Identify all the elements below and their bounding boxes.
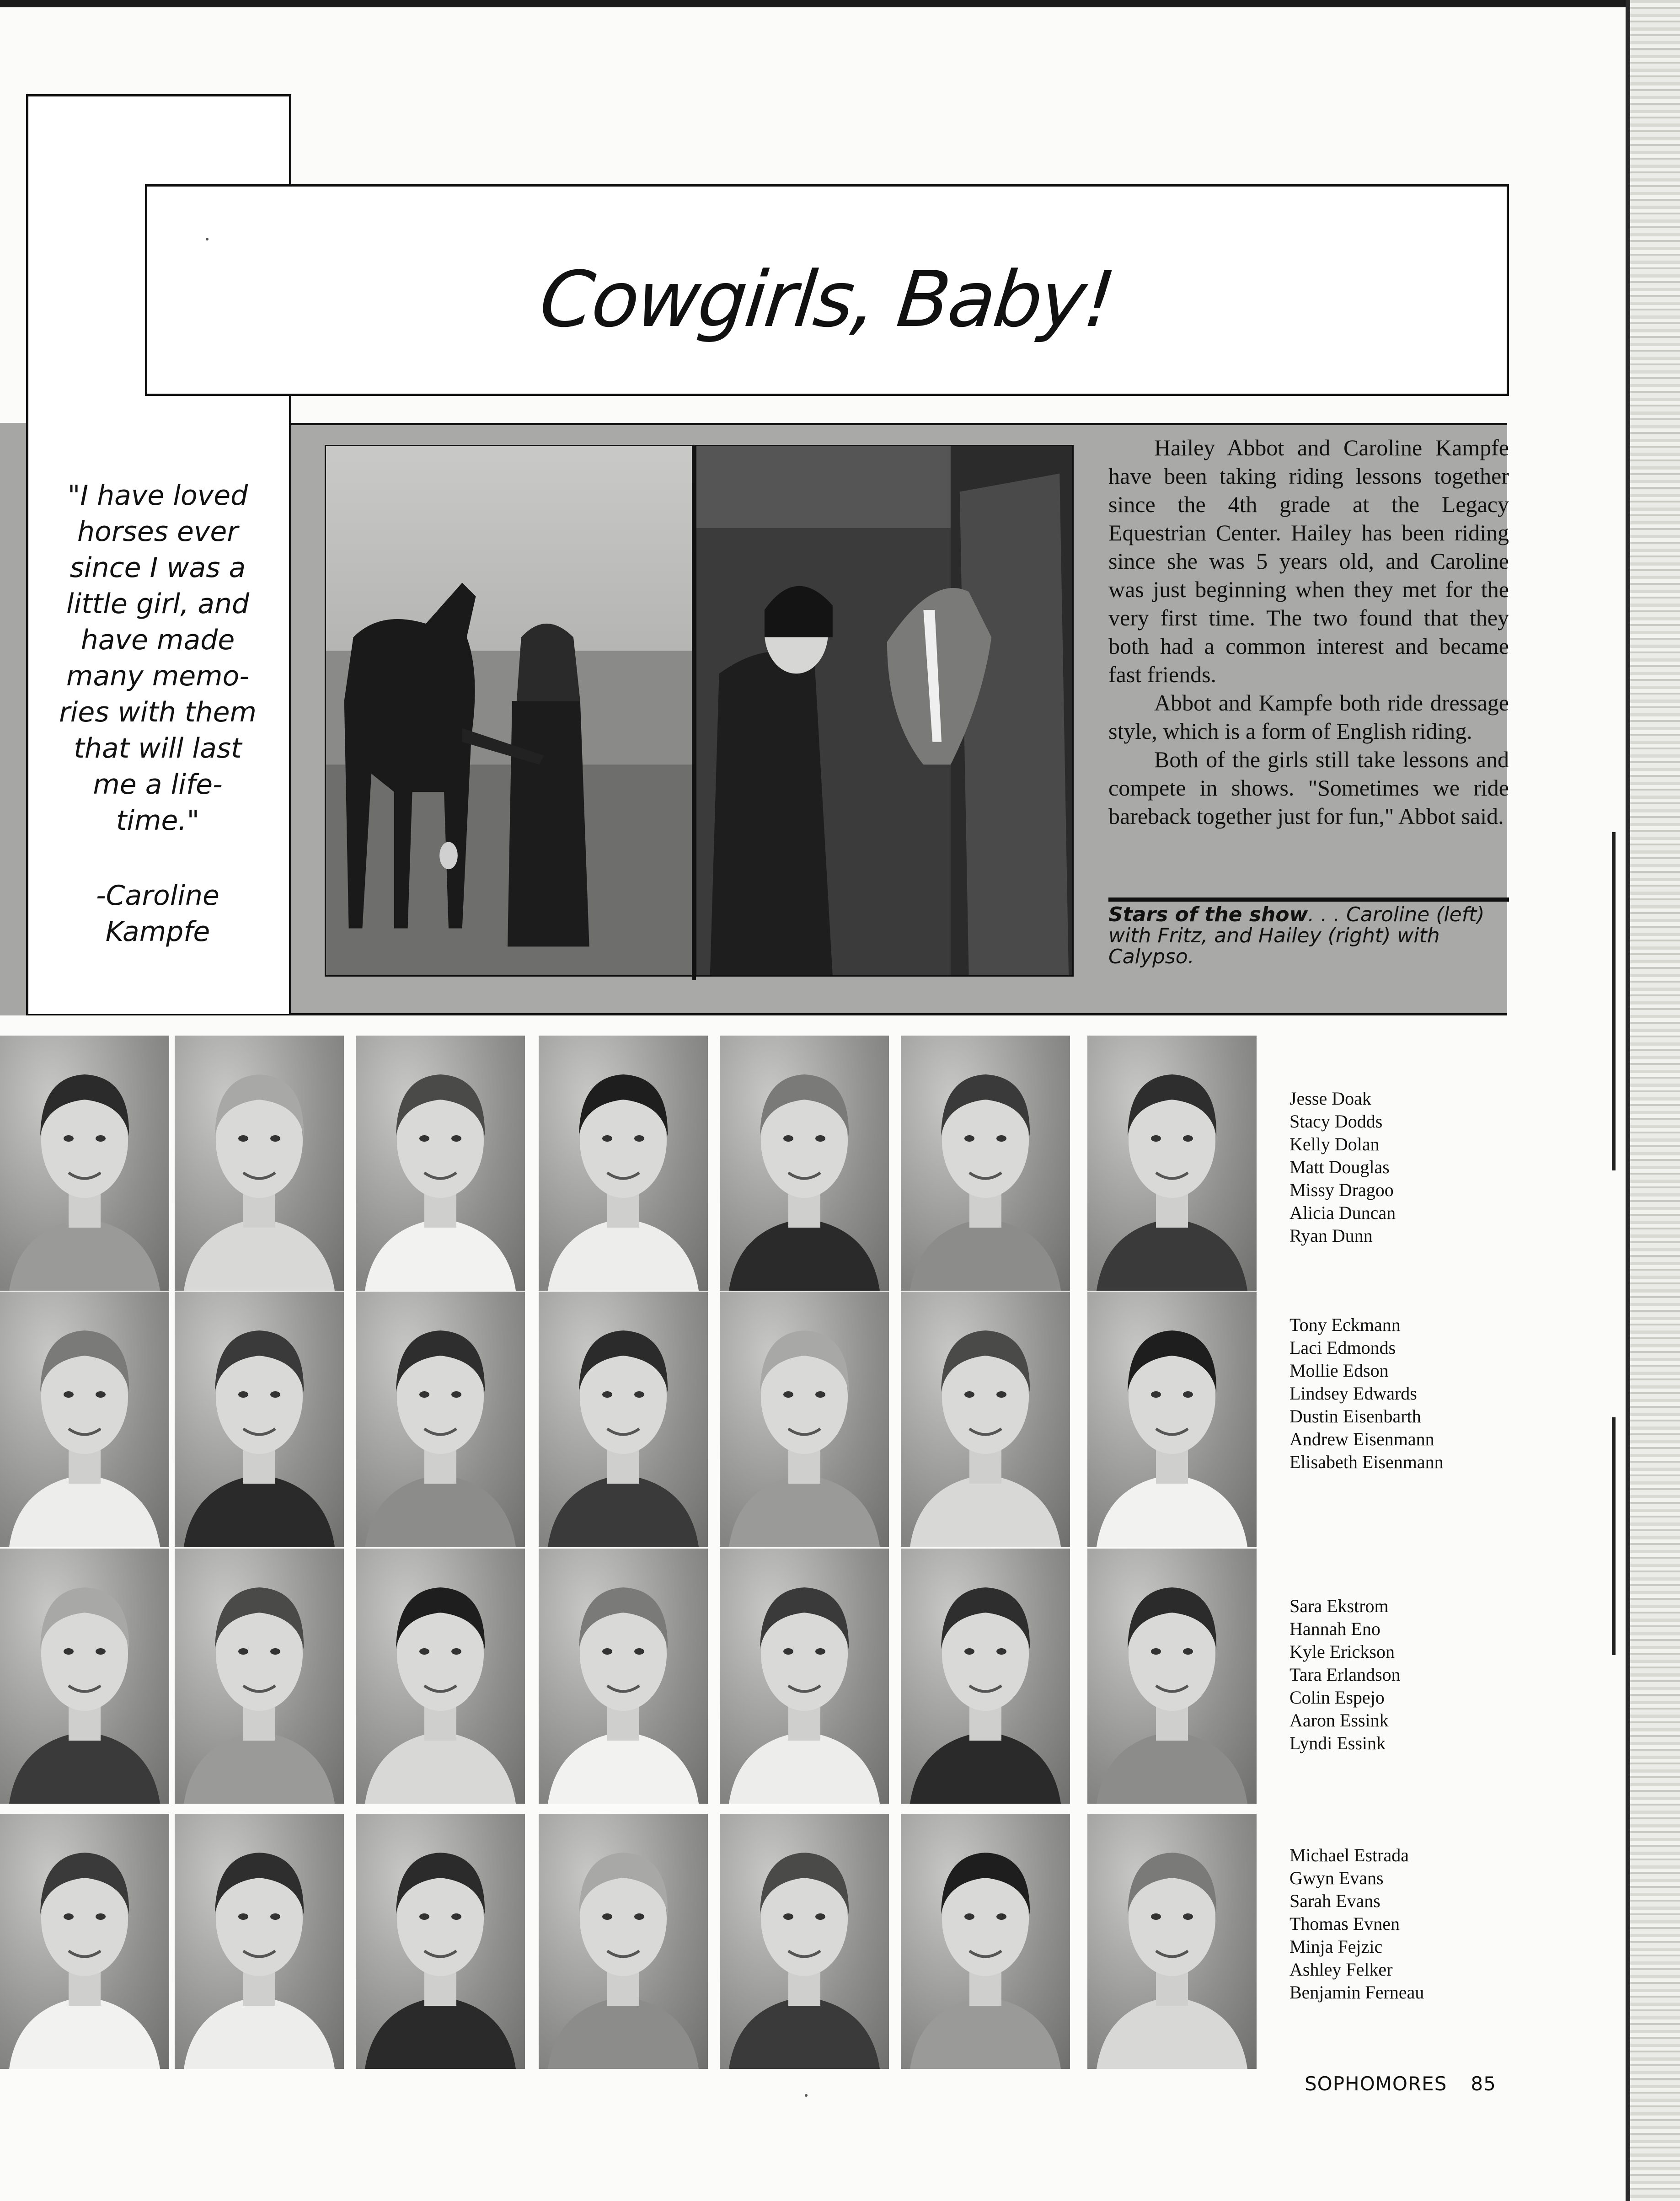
quote-line: many memo- (66, 660, 249, 692)
student-name: Sara Ekstrom (1289, 1596, 1389, 1616)
student-portrait (901, 1036, 1070, 1291)
student-portrait (1087, 1036, 1257, 1291)
spine-mark (1612, 1417, 1616, 1655)
student-portrait (0, 1814, 169, 2069)
student-name: Jesse Doak (1289, 1088, 1371, 1109)
student-portrait (356, 1814, 525, 2069)
print-speck (805, 2094, 808, 2097)
caption-text: . . . Caroline (left) with Fritz, and Hailey (right) with Calypso. (1108, 903, 1485, 968)
quote-line: horses ever (77, 516, 238, 548)
student-portrait (0, 1036, 169, 1291)
quote-attribution (41, 878, 274, 950)
names-row-4 (1289, 1844, 1500, 2004)
student-portrait (901, 1549, 1070, 1804)
print-speck (206, 238, 209, 240)
student-name: Dustin Eisenbarth (1289, 1406, 1421, 1426)
page-footer (1305, 2073, 1496, 2095)
student-portrait (720, 1036, 889, 1291)
student-portrait (720, 1292, 889, 1547)
quote-line: me a life- (93, 769, 223, 801)
student-name: Alicia Duncan (1289, 1202, 1396, 1223)
student-name: Tony Eckmann (1289, 1314, 1401, 1335)
photo-caroline-with-horse (695, 445, 1074, 977)
student-portrait (901, 1814, 1070, 2069)
student-name: Andrew Eisenmann (1289, 1429, 1434, 1449)
student-portrait (0, 1549, 169, 1804)
student-portrait (901, 1292, 1070, 1547)
names-row-3 (1289, 1595, 1500, 1755)
student-name: Kelly Dolan (1289, 1134, 1380, 1154)
student-portrait (175, 1549, 344, 1804)
student-name: Kyle Erickson (1289, 1641, 1395, 1662)
student-portrait (175, 1814, 344, 2069)
band-edge (0, 423, 26, 1015)
caption-lead: Stars of the show (1108, 903, 1308, 926)
quote-line: "I have loved (67, 480, 248, 512)
quote-line: little girl, and (66, 588, 250, 620)
top-border (0, 0, 1626, 7)
photo-hailey-with-horse (325, 445, 693, 977)
student-name: Benjamin Ferneau (1289, 1982, 1424, 2003)
student-name: Lindsey Edwards (1289, 1383, 1417, 1404)
page-number: 85 (1471, 2073, 1496, 2095)
student-name: Matt Douglas (1289, 1157, 1390, 1177)
quote-line: time." (116, 805, 200, 837)
student-portrait (356, 1549, 525, 1804)
student-portrait (1087, 1814, 1257, 2069)
quote-line: since I was a (70, 552, 246, 584)
quote-line: have made (80, 624, 235, 656)
student-name: Colin Espejo (1289, 1687, 1385, 1708)
section-label: SOPHOMORES (1305, 2073, 1447, 2095)
names-row-2 (1289, 1314, 1500, 1474)
student-portrait (356, 1036, 525, 1291)
caption-rule (1108, 897, 1509, 902)
student-name: Ashley Felker (1289, 1959, 1393, 1980)
student-name: Ryan Dunn (1289, 1225, 1373, 1246)
student-name: Hannah Eno (1289, 1619, 1380, 1639)
student-portrait (175, 1036, 344, 1291)
student-portrait (539, 1549, 708, 1804)
student-portrait (1087, 1549, 1257, 1804)
student-name: Missy Dragoo (1289, 1180, 1394, 1200)
story-paragraph: Abbot and Kampfe both ride dressage style, which is a form of English riding. (1108, 690, 1509, 744)
quote-line: ries with them (59, 696, 257, 728)
student-portrait (356, 1292, 525, 1547)
student-name: Sarah Evans (1289, 1891, 1380, 1911)
student-portrait (175, 1292, 344, 1547)
feature-story (1108, 433, 1509, 830)
attribution-line: -Caroline (96, 880, 219, 912)
student-portrait (539, 1292, 708, 1547)
book-spine (1630, 0, 1680, 2201)
pull-quote (41, 478, 274, 839)
student-name: Lyndi Essink (1289, 1733, 1386, 1753)
student-name: Laci Edmonds (1289, 1337, 1396, 1358)
title-box (145, 184, 1509, 396)
student-name: Elisabeth Eisenmann (1289, 1452, 1444, 1472)
page-title: Cowgirls, Baby! (535, 254, 1118, 344)
student-portrait (539, 1036, 708, 1291)
student-name: Minja Fejzic (1289, 1936, 1383, 1957)
student-name: Aaron Essink (1289, 1710, 1389, 1731)
spine-mark (1612, 832, 1616, 1170)
student-name: Gwyn Evans (1289, 1868, 1384, 1888)
student-portrait (720, 1814, 889, 2069)
student-portrait (1087, 1292, 1257, 1547)
story-paragraph: Both of the girls still take lessons and compete in shows. "Sometimes we ride bareback together just for fun," Abbot said. (1108, 747, 1509, 829)
student-name: Thomas Evnen (1289, 1913, 1400, 1934)
page-edge (1626, 0, 1630, 2201)
names-row-1 (1289, 1087, 1500, 1247)
attribution-line: Kampfe (105, 916, 210, 948)
student-portrait (0, 1292, 169, 1547)
photo-caption (1108, 904, 1509, 967)
student-name: Tara Erlandson (1289, 1664, 1401, 1685)
quote-line: that will last (74, 732, 242, 764)
student-portrait (539, 1814, 708, 2069)
student-name: Stacy Dodds (1289, 1111, 1383, 1132)
student-name: Michael Estrada (1289, 1845, 1409, 1865)
student-portrait (720, 1549, 889, 1804)
story-paragraph: Hailey Abbot and Caroline Kampfe have been taking riding lessons together since the 4th grade at the Legacy Equestrian Center. Hailey has been riding since she was 5 years old, and Caroline was just beginning when they met for the very first time. The two found that they both had a common interest and became fast friends. (1108, 435, 1509, 687)
student-name: Mollie Edson (1289, 1360, 1389, 1381)
